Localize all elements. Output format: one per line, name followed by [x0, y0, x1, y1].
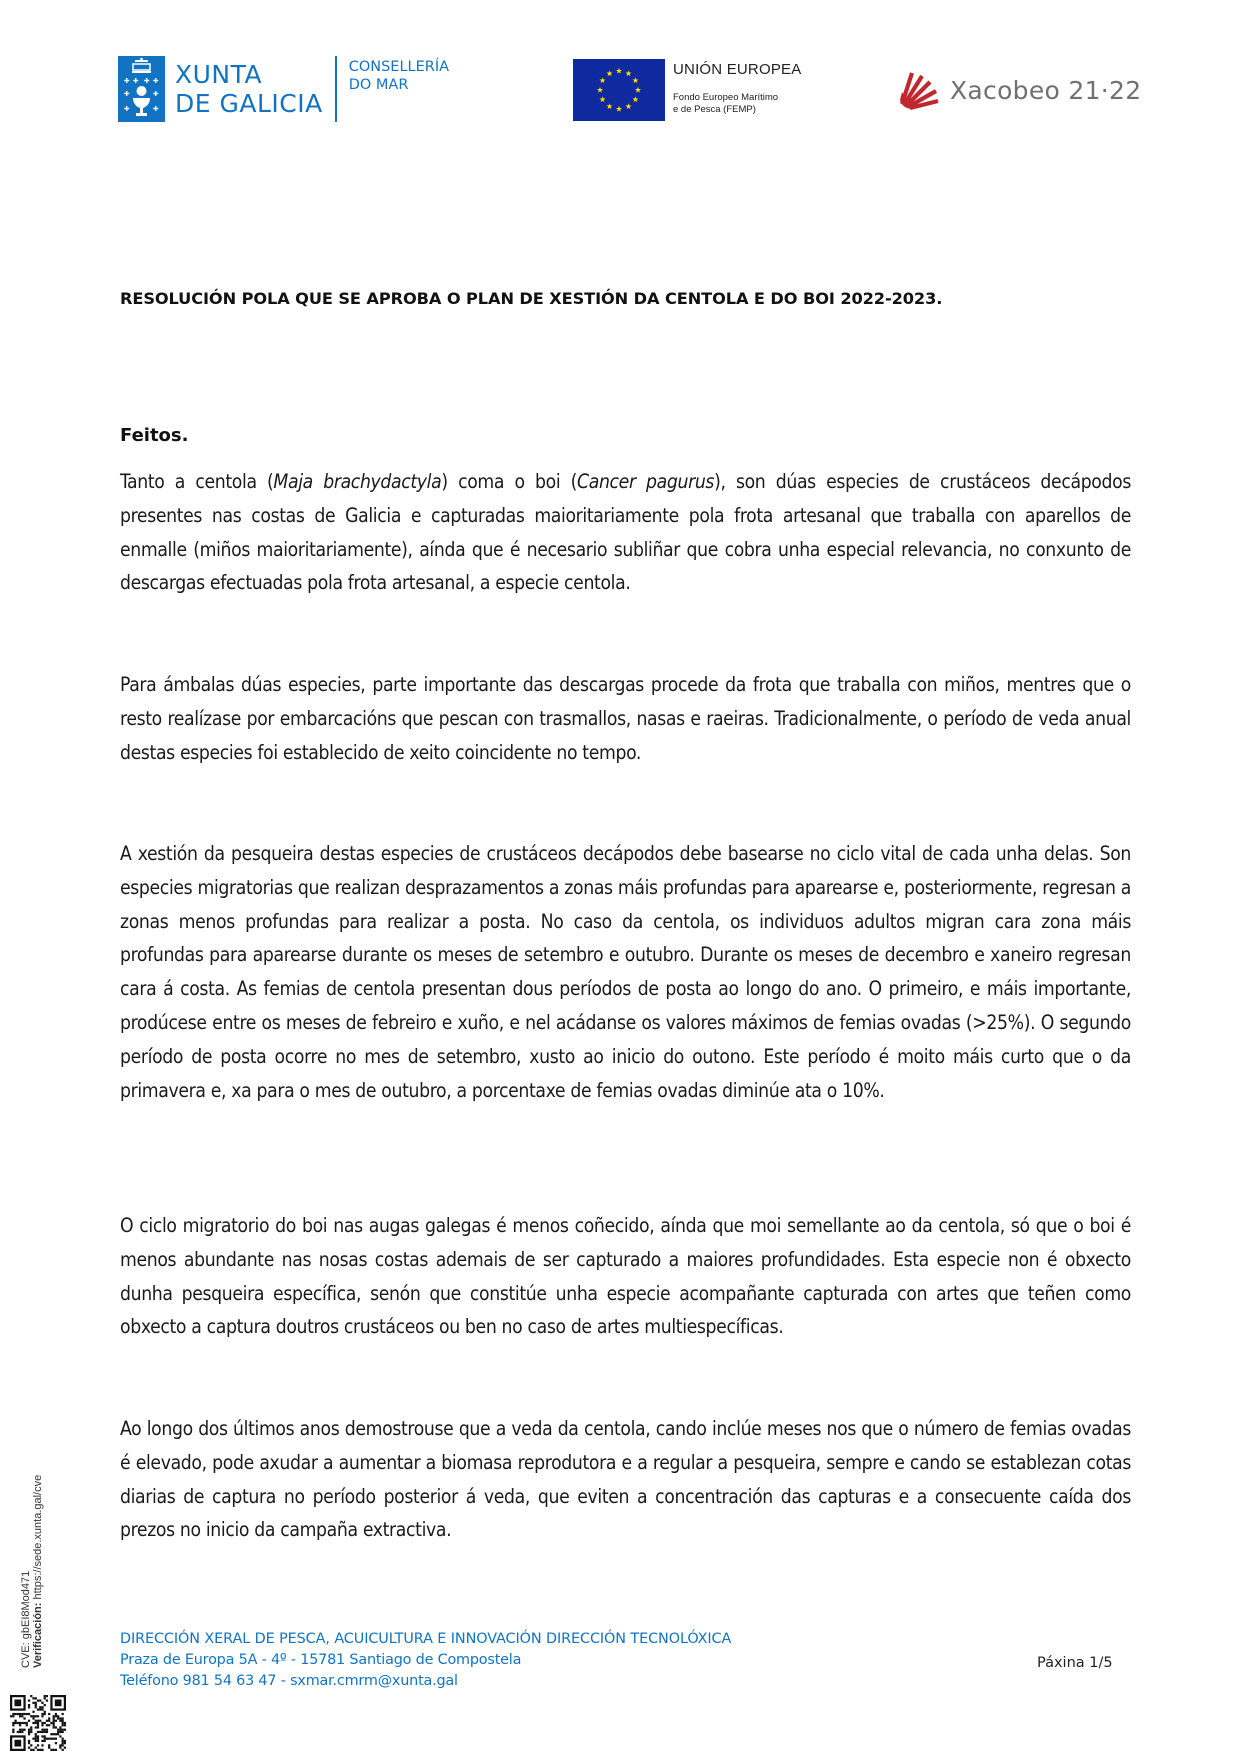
eu-star-icon — [606, 70, 612, 76]
eu-star-icon — [625, 103, 631, 109]
qr-code-icon[interactable] — [8, 1695, 68, 1751]
section-heading-feitos: Feitos. — [120, 425, 189, 446]
paragraph-3-text: A xestión da pesqueira destas especies de crustáceos decápodos debe basearse no ciclo vital de cada unha delas. Son especies migratorias que realizan desprazamentos a zonas máis profundas para aparearse e, posteriormente, regresan a zonas menos profundas para realizar a posta. No caso da centola, os individuos adultos migran cara zona máis profundas para aparearse durante os meses de setembro e outubro. Durante os meses de decembro e xaneiro regresan cara á costa. As femias de centola presentan dous períodos de posta ao longo do ano. O primeiro, e máis importante, prodúcese entre os meses de febreiro e xuño, e nel acádanse os valores máximos de femias ovadas (>25%). O segundo período de posta ocorre no mes de setembro, xusto ao inicio do outono. Este período é moito máis curto que o da primavera e, xa para o mes de outubro, a porcentaxe de femias ovadas diminúe ata o 10%. — [120, 842, 1131, 1102]
dept-line2: DO MAR — [348, 77, 409, 93]
cve-code: gbEI8Mod471 — [20, 1570, 32, 1640]
footer-department: DIRECCIÓN XERAL DE PESCA, ACUICULTURA E INNOVACIÓN DIRECCIÓN TECNOLÓXICA — [120, 1631, 732, 1647]
eu-fund-line1: Fondo Europeo Marítimo — [673, 92, 779, 103]
eu-star-icon — [597, 87, 603, 93]
document-title: RESOLUCIÓN POLA QUE SE APROBA O PLAN DE XESTIÓN DA CENTOLA E DO BOI 2022-2023. — [120, 289, 943, 308]
logo-divider — [335, 56, 337, 122]
xunta-line1: XUNTA — [175, 60, 263, 89]
dept-line1: CONSELLERÍA — [348, 59, 450, 75]
eu-star-icon — [632, 77, 638, 83]
eu-star-icon — [600, 77, 606, 83]
verification-label: Verificación: — [32, 1602, 44, 1668]
paragraph-2 — [120, 668, 1131, 769]
xacobeo-logo — [898, 70, 1141, 110]
xacobeo-wordmark: Xacobeo 21·22 — [950, 75, 1142, 105]
paragraph-4 — [120, 1209, 1131, 1344]
consellería-label — [349, 56, 449, 122]
eu-star-icon — [616, 68, 622, 74]
eu-title: UNIÓN EUROPEA — [673, 61, 802, 78]
p1-text-a: Tanto a centola ( — [120, 470, 274, 493]
paragraph-4-text: O ciclo migratorio do boi nas augas galegas é menos coñecido, aínda que moi semellante ao da centola, só que o boi é menos abundante nas nosas costas ademais de ser capturado a maiores profundidades. Esta especie non é obxecto dunha pesqueira específica, senón que constitúe unha especie acompañante capturada con artes que teñen como obxecto a captura doutros crustáceos ou ben no caso de artes multiespecíficas. — [120, 1214, 1131, 1339]
xunta-wordmark — [175, 56, 323, 122]
footer-street-address: Praza de Europa 5A - 4º - 15781 Santiago de Compostela — [120, 1652, 522, 1668]
paragraph-1 — [120, 465, 1131, 600]
species-name-cancer: Cancer pagurus — [577, 470, 715, 493]
scallop-shell-icon — [898, 70, 942, 110]
footer-contact: Teléfono 981 54 63 47 - sxmar.cmrm@xunta.gal — [120, 1673, 458, 1689]
p1-text-b: ) coma o boi ( — [441, 470, 578, 493]
eu-star-icon — [625, 70, 631, 76]
page-number: Páxina 1/5 — [1037, 1655, 1113, 1671]
eu-flag-icon — [573, 59, 665, 121]
cve-verification — [20, 1475, 44, 1668]
eu-star-icon — [600, 96, 606, 102]
eu-fund-name — [673, 92, 801, 116]
eu-star-icon — [635, 87, 641, 93]
eu-fund-line2: e de Pesca (FEMP) — [673, 104, 756, 115]
eu-star-icon — [616, 106, 622, 112]
cve-label: CVE: — [20, 1642, 32, 1668]
xunta-line2: DE GALICIA — [175, 89, 323, 118]
eu-star-icon — [606, 103, 612, 109]
species-name-maja: Maja brachydactyla — [273, 470, 442, 493]
footer-address — [120, 1629, 731, 1692]
xunta-de-galicia-logo — [118, 56, 449, 122]
eu-logo — [573, 59, 801, 121]
paragraph-5 — [120, 1412, 1131, 1547]
xunta-shield-icon — [118, 56, 165, 122]
paragraph-3 — [120, 837, 1131, 1107]
paragraph-5-text: Ao longo dos últimos anos demostrouse que a veda da centola, cando inclúe meses nos que o número de femias ovadas é elevado, pode axudar a aumentar a biomasa reprodutora e a regular a pesqueira, sempre e cando se establezan cotas diarias de captura no período posterior á veda, que eviten a concentración das capturas e a consecuente caída dos prezos no inicio da campaña extractiva. — [120, 1417, 1131, 1542]
eu-star-icon — [632, 96, 638, 102]
verification-url[interactable]: https://sede.xunta.gal/cve — [32, 1474, 44, 1600]
paragraph-2-text: Para ámbalas dúas especies, parte importante das descargas procede da frota que traballa con miños, mentres que o resto realízase por embarcacións que pescan con trasmallos, nasas e raeiras. Tradicionalmente, o período de veda anual destas especies foi establecido de xeito coincidente no tempo. — [120, 673, 1131, 764]
p1-text-c: ), son dúas especies de crustáceos decápodos presentes nas costas de Galicia e capturadas maioritariamente pola frota artesanal que traballa con aparellos de enmalle (miños maioritariamente), aínda que é necesario subliñar que cobra unha especial relevancia, no conxunto de descargas efectuadas pola frota artesanal, a especie centola. — [120, 470, 1131, 595]
